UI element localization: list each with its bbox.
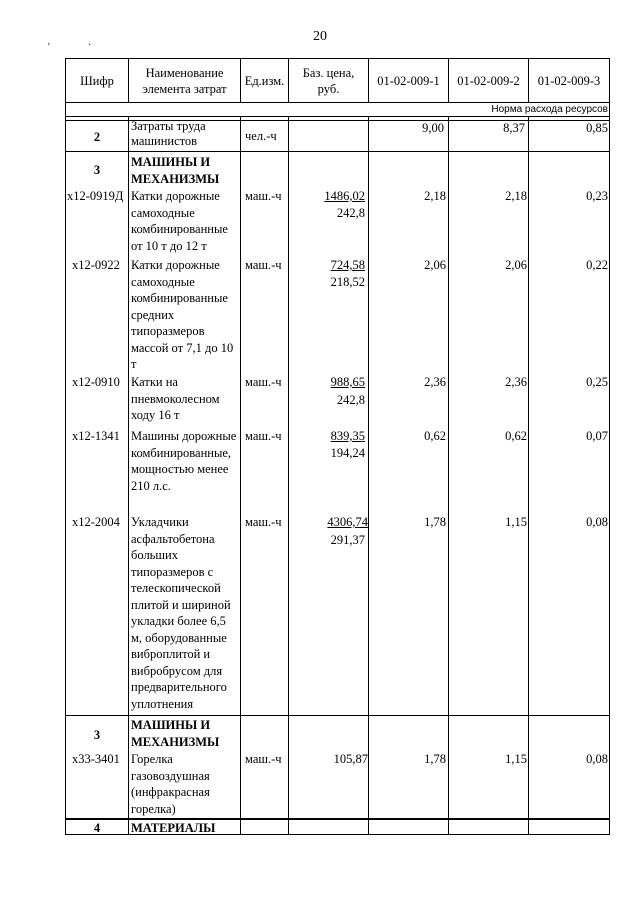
labor-unit: чел.-ч (245, 129, 277, 143)
row-unit: маш.-ч (245, 429, 282, 443)
row-code: х12-0919Д (67, 189, 124, 203)
labor-v1: 9,00 (422, 121, 444, 135)
row-unit: маш.-ч (245, 258, 282, 272)
row-code: х12-0910 (72, 375, 120, 389)
row-v1: 1,78 (424, 515, 446, 529)
row-v2: 1,15 (505, 752, 527, 766)
row-price: 839,35 (330, 429, 365, 443)
row-name: Горелка газовоздушная (инфракрасная горелка) (131, 752, 210, 816)
row-price: 105,87 (333, 752, 368, 766)
row-v2: 2,06 (505, 258, 527, 272)
section-title: МАТЕРИАЛЫ (131, 821, 216, 835)
scan-speck: · (88, 40, 92, 51)
col-divider (240, 117, 241, 835)
row-v2: 2,36 (505, 375, 527, 389)
section-title: МАШИНЫ И МЕХАНИЗМЫ (131, 718, 220, 749)
labor-code: 2 (93, 130, 101, 144)
row-unit: маш.-ч (245, 189, 282, 203)
section-title: МАШИНЫ И МЕХАНИЗМЫ (131, 155, 220, 186)
row-v2: 2,18 (505, 189, 527, 203)
row-divider (65, 715, 610, 716)
row-name: Катки на пневмоколесном ходу 16 т (131, 375, 220, 422)
row-v3: 0,08 (586, 752, 608, 766)
row-v2: 0,62 (505, 429, 527, 443)
row-v3: 0,22 (586, 258, 608, 272)
row-v1: 2,18 (424, 189, 446, 203)
row-v3: 0,25 (586, 375, 608, 389)
row-price-alt: 194,24 (330, 446, 365, 460)
row-name: Укладчики асфальтобетона больших типоразмеров с телескопической плитой и шириной укладки более 6,5 м, оборудованные виброплитой и вибробрусом для предварительного уплотнения (131, 515, 231, 711)
header-unit: Ед.изм. (244, 73, 285, 88)
col-divider (528, 117, 529, 835)
header-col2: 01-02-009-2 (457, 73, 520, 88)
row-price-alt: 242,8 (336, 206, 365, 220)
row-name: Катки дорожные самоходные комбинированные средних типоразмеров массой от 7,1 до 10 т (131, 258, 234, 371)
labor-v2: 8,37 (503, 121, 525, 135)
row-v3: 0,23 (586, 189, 608, 203)
row-v2: 1,15 (505, 515, 527, 529)
row-v1: 2,06 (424, 258, 446, 272)
row-code: х12-2004 (72, 515, 120, 529)
row-price-alt: 242,8 (336, 393, 365, 407)
row-price-alt: 291,37 (330, 533, 365, 547)
row-unit: маш.-ч (245, 375, 282, 389)
row-price: 4306,74 (327, 515, 368, 529)
section-code: 3 (93, 163, 101, 177)
norm-label: Норма расхода ресурсов (491, 104, 608, 115)
col-divider (448, 117, 449, 835)
row-name: Машины дорожные комбинированные, мощностью менее 210 л.с. (131, 429, 237, 493)
section-code: 3 (93, 728, 101, 742)
section-code: 4 (93, 821, 101, 835)
labor-v3: 0,85 (586, 121, 608, 135)
row-name: Катки дорожные самоходные комбинированные от 10 т до 12 т (131, 189, 228, 253)
row-price-alt: 218,52 (330, 275, 365, 289)
row-unit: маш.-ч (245, 515, 282, 529)
row-code: х12-0922 (72, 258, 120, 272)
row-code: х12-1341 (72, 429, 120, 443)
row-price: 1486,02 (324, 189, 365, 203)
scan-speck: ' (48, 42, 50, 53)
col-divider (288, 117, 289, 835)
row-v1: 2,36 (424, 375, 446, 389)
header-name: Наименование элемента затрат (142, 65, 227, 96)
header-col3: 01-02-009-3 (537, 73, 601, 88)
header-col1: 01-02-009-1 (377, 73, 440, 88)
page-number: 20 (313, 29, 327, 44)
row-v1: 1,78 (424, 752, 446, 766)
row-code: х33-3401 (72, 752, 120, 766)
row-divider (65, 151, 610, 152)
header-shifr: Шифр (80, 73, 114, 88)
header-price: Баз. цена, руб. (302, 65, 355, 96)
labor-name: Затраты труда машинистов (131, 119, 206, 148)
row-price: 988,65 (330, 375, 365, 389)
row-v3: 0,07 (586, 429, 608, 443)
row-v1: 0,62 (424, 429, 446, 443)
col-divider (368, 117, 369, 835)
row-v3: 0,08 (586, 515, 608, 529)
row-unit: маш.-ч (245, 752, 282, 766)
col-divider (128, 117, 129, 835)
row-price: 724,58 (330, 258, 365, 272)
